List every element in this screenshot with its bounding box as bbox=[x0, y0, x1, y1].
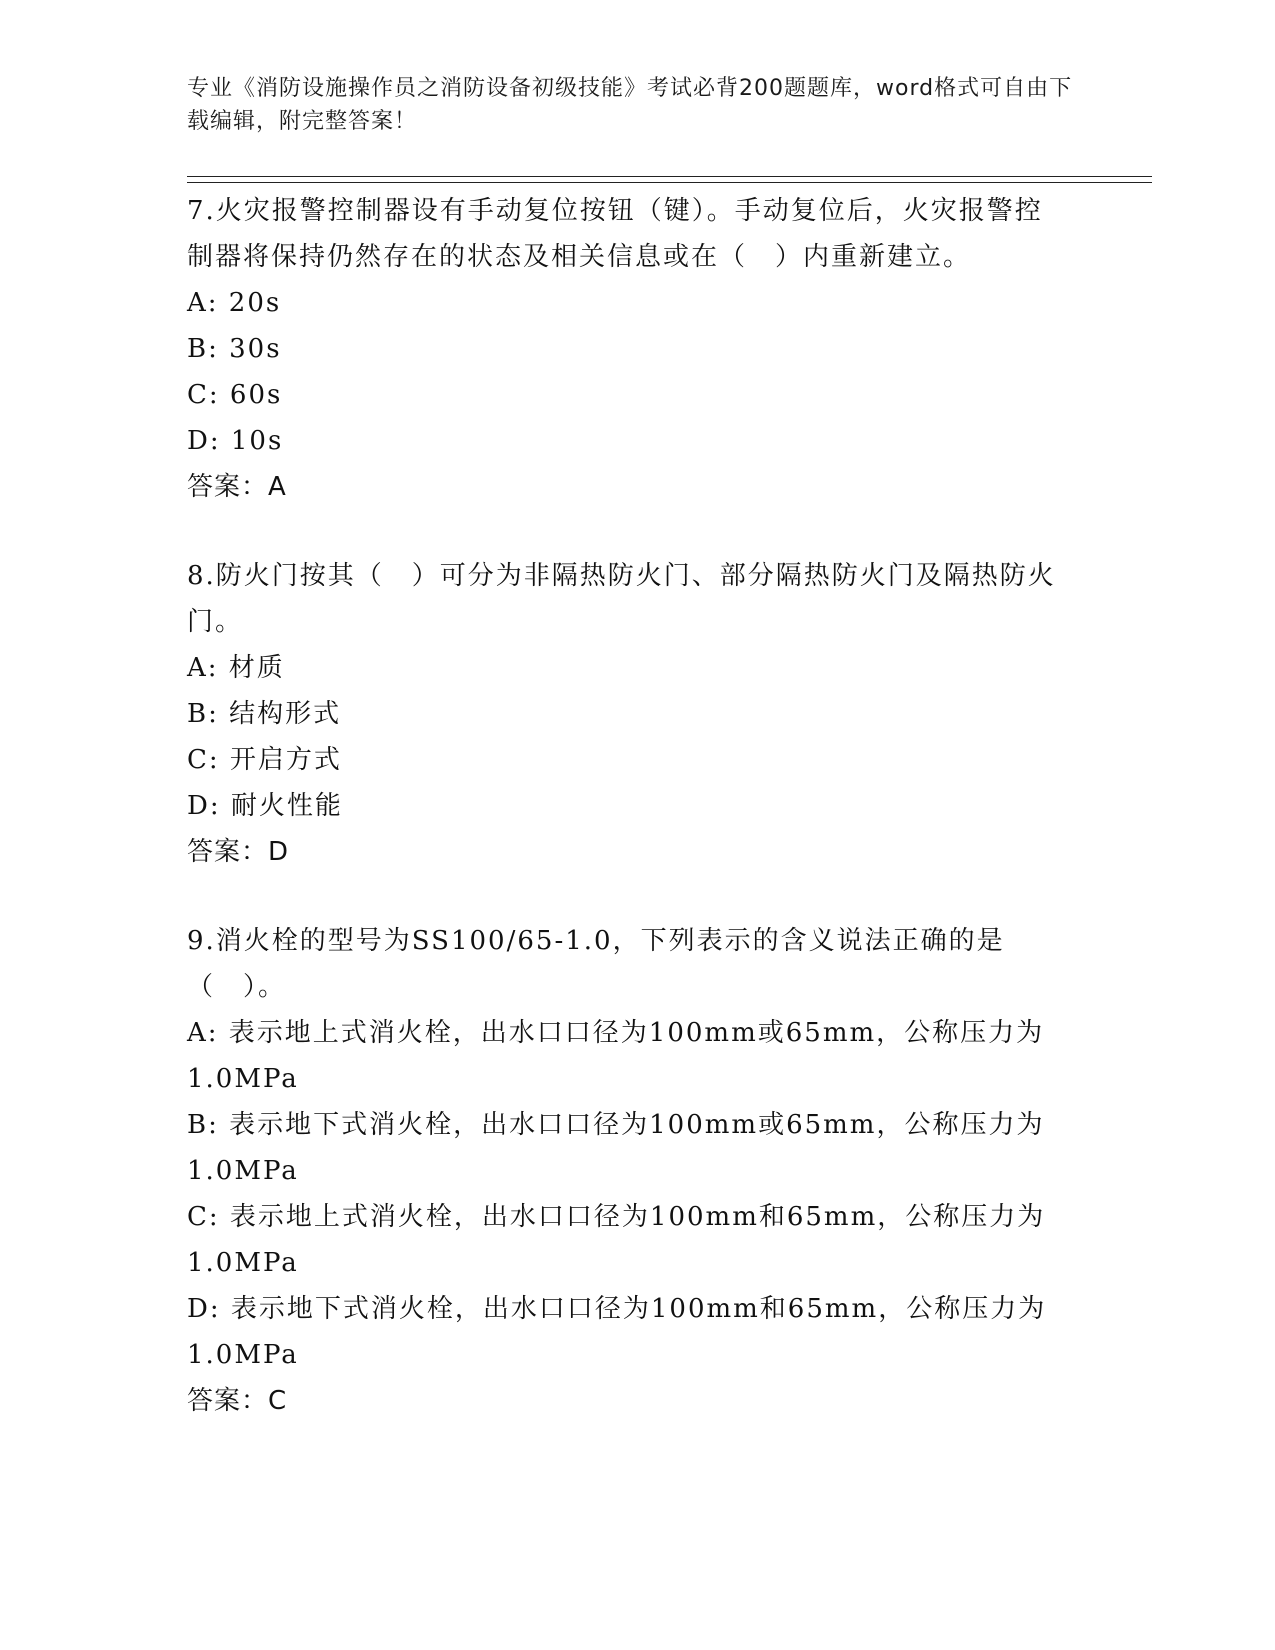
answer: 答案：A bbox=[187, 472, 287, 502]
option-b: B: 表示地下式消火栓，出水口口径为100mm或65mm，公称压力为1.0MPa bbox=[187, 1110, 1045, 1186]
document-header: 专业《消防设施操作员之消防设备初级技能》考试必背200题题库，word格式可自由下载编辑，附完整答案！ bbox=[187, 76, 1073, 134]
option-a: A: 20s bbox=[187, 288, 282, 318]
question-8 bbox=[187, 553, 1067, 875]
option-d: D: 耐火性能 bbox=[187, 791, 343, 821]
option-c: C: 开启方式 bbox=[187, 745, 342, 775]
option-b: B: 结构形式 bbox=[187, 699, 342, 729]
option-c: C: 60s bbox=[187, 380, 283, 410]
question-text: 9.消火栓的型号为SS100/65-1.0，下列表示的含义说法正确的是（ ）。 bbox=[187, 926, 1005, 1002]
option-d: D: 表示地下式消火栓，出水口口径为100mm和65mm，公称压力为1.0MPa bbox=[187, 1294, 1047, 1370]
option-a: A: 表示地上式消火栓，出水口口径为100mm或65mm，公称压力为1.0MPa bbox=[187, 1018, 1045, 1094]
header-divider-bottom bbox=[187, 182, 1152, 183]
option-d: D: 10s bbox=[187, 426, 284, 456]
question-text: 7.火灾报警控制器设有手动复位按钮（键）。手动复位后，火灾报警控制器将保持仍然存在的状态及相关信息或在（ ）内重新建立。 bbox=[187, 196, 1043, 272]
question-text: 8.防火门按其（ ）可分为非隔热防火门、部分隔热防火门及隔热防火门。 bbox=[187, 561, 1056, 637]
question-9 bbox=[187, 918, 1067, 1424]
option-b: B: 30s bbox=[187, 334, 282, 364]
answer: 答案：D bbox=[187, 837, 290, 867]
option-a: A: 材质 bbox=[187, 653, 285, 683]
option-c: C: 表示地上式消火栓，出水口口径为100mm和65mm，公称压力为1.0MPa bbox=[187, 1202, 1046, 1278]
answer: 答案：C bbox=[187, 1386, 288, 1416]
question-7 bbox=[187, 188, 1067, 510]
header-divider-top bbox=[187, 176, 1152, 177]
